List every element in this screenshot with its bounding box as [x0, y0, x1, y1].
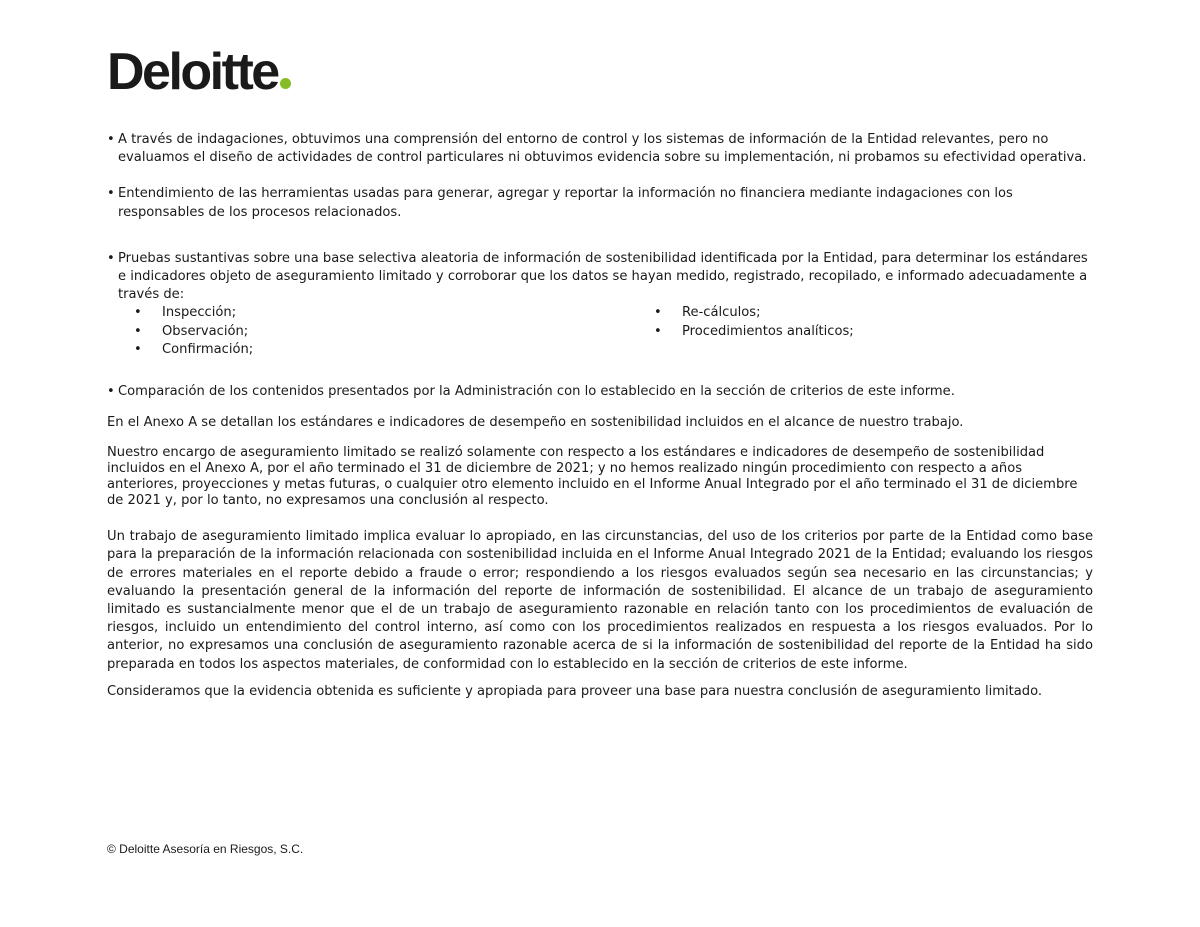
- document-body: [107, 131, 1093, 701]
- sublist-right-column: [627, 304, 1093, 359]
- paragraph-encargo: Nuestro encargo de aseguramiento limitado se realizó solamente con respecto a los estándares e indicadores de desempeño de sostenibilidad incluidos en el Anexo A, por el año terminado el 31 de diciembre de 2021; y no hemos realizado ningún procedimiento con respecto a años anteriores, proyecciones y metas futuras, o cualquier otro elemento incluido en el Informe Anual Integrado por el año terminado el 31 de diciembre de 2021 y, por lo tanto, no expresamos una conclusión al respecto.: [107, 445, 1078, 508]
- footer-copyright: © Deloitte Asesoría en Riesgos, S.C.: [107, 842, 304, 856]
- procedures-sublist: [107, 304, 1093, 359]
- sub-bullet-procedimientos-analiticos: • Procedimientos analíticos;: [627, 323, 1093, 341]
- bullet-item-pruebas-sustantivas: • Pruebas sustantivas sobre una base selectiva aleatoria de información de sostenibilidad identificada por la Entidad, para determinar los estándares e indicadores objeto de aseguramiento limitado y corroborar que los datos se hayan medido, registrado, recopilado, e informado adecuadamente a través de:: [107, 250, 1093, 305]
- deloitte-logo: [107, 43, 291, 101]
- logo-dot: [280, 78, 291, 89]
- sub-bullet-confirmacion: • Confirmación;: [107, 341, 627, 359]
- bullet-item-indagaciones: • A través de indagaciones, obtuvimos una comprensión del entorno de control y los sistemas de información de la Entidad relevantes, pero no evaluamos el diseño de actividades de control particulares ni obtuvimos evidencia sobre su implementación, ni probamos su efectividad operativa.: [107, 131, 1093, 167]
- paragraph-anexo-a: En el Anexo A se detallan los estándares e indicadores de desempeño en sostenibilidad incluidos en el alcance de nuestro trabajo.: [107, 415, 964, 431]
- sub-bullet-recalculos: • Re-cálculos;: [627, 304, 1093, 322]
- paragraph-trabajo-aseguramiento: Un trabajo de aseguramiento limitado implica evaluar lo apropiado, en las circunstancias, del uso de los criterios por parte de la Entidad como base para la preparación de la información relacionada con sostenibilidad incluida en el Informe Anual Integrado 2021 de la Entidad; evaluando los riesgos de errores materiales en el reporte debido a fraude o error; respondiendo a los riesgos evaluados según sea necesario en las circunstancias; y evaluando la presentación general de la información del reporte de información de sostenibilidad. El alcance de un trabajo de aseguramiento limitado es sustancialmente menor que el de un trabajo de aseguramiento razonable en relación tanto con los procedimientos de evaluación de riesgos, incluido un entendimiento del control interno, así como con los procedimientos realizados en respuesta a los riesgos evaluados. Por lo anterior, no expresamos una conclusión de aseguramiento razonable acerca de si la información de sostenibilidad del reporte de la Entidad ha sido preparada en todos los aspectos materiales, de conformidad con lo establecido en la sección de criterios de este informe.: [107, 529, 1093, 672]
- bullet-item-herramientas: • Entendimiento de las herramientas usadas para generar, agregar y reportar la información no financiera mediante indagaciones con los responsables de los procesos relacionados.: [107, 185, 1093, 221]
- sub-bullet-inspeccion: • Inspección;: [107, 304, 627, 322]
- sub-bullet-observacion: • Observación;: [107, 323, 627, 341]
- sublist-left-column: [107, 304, 627, 359]
- paragraph-conclusion-evidencia: Consideramos que la evidencia obtenida es suficiente y apropiada para proveer una base para nuestra conclusión de aseguramiento limitado.: [107, 683, 1043, 699]
- bullet-item-comparacion: • Comparación de los contenidos presentados por la Administración con lo establecido en la sección de criterios de este informe.: [107, 383, 1093, 401]
- logo-text: Deloitte: [107, 43, 278, 101]
